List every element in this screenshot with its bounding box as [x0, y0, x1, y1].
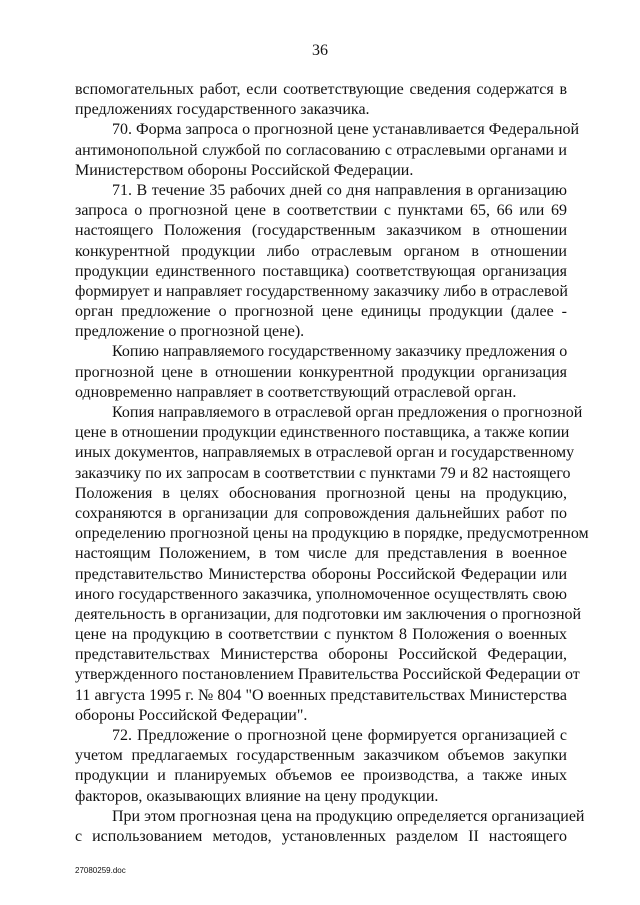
text-line: Копия направляемого в отраслевой орган предложения о прогнозной [112, 404, 583, 421]
text-line: цене на продукцию в соответствии с пунктом 8 Положения о военных [75, 626, 567, 644]
text-line: обороны Российской Федерации". [75, 706, 308, 724]
text-line: 11 августа 1995 г. № 804 "О военных представительствах Министерства [75, 686, 567, 704]
text-line: определению прогнозной цены на продукцию в порядке, предусмотренном [75, 525, 589, 543]
text-line: с использованием методов, установленных разделом II настоящего [75, 827, 567, 845]
paragraph [75, 726, 567, 807]
text-line: продукции и планируемых объемов ее производства, а также иных [75, 767, 567, 785]
text-line: конкурентной продукции либо отраслевым органом в отношении [75, 242, 567, 260]
text-line: При этом прогнозная цена на продукцию определяется организацией [112, 807, 585, 825]
document-body [75, 80, 589, 847]
text-line: 71. В течение 35 рабочих дней со дня направления в организацию [112, 181, 567, 199]
text-line: предложение о прогнозной цене). [75, 323, 305, 341]
paragraph [75, 807, 585, 847]
text-line: прогнозной цене в отношении конкурентной продукции организация [75, 363, 567, 381]
text-line: цене в отношении продукции единственного поставщика, а также копии [75, 424, 570, 442]
text-line: настоящим Положением, в том числе для представления в военное [75, 545, 567, 563]
text-line: настоящего Положения (государственным заказчиком в отношении [75, 222, 567, 240]
text-line: Положения в целях обоснования прогнозной цены на продукцию, [75, 484, 567, 502]
paragraph [75, 342, 567, 403]
page-number: 36 [312, 42, 328, 59]
paragraph [75, 80, 567, 120]
text-line: сохраняются в организации для сопровождения дальнейших работ по [75, 504, 567, 522]
paragraph [75, 403, 589, 726]
text-line: Копию направляемого государственному заказчику предложения о [112, 343, 568, 361]
text-line: вспомогательных работ, если соответствующие сведения содержатся в [75, 81, 567, 98]
text-line: 70. Форма запроса о прогнозной цене устанавливается Федеральной [112, 121, 580, 139]
text-line: 72. Предложение о прогнозной цене формируется организацией с [112, 727, 567, 744]
text-line: представительствах Министерства обороны Российской Федерации, [75, 646, 567, 664]
text-line: орган предложение о прогнозной цене единицы продукции (далее - [75, 303, 567, 321]
text-line: предложениях государственного заказчика. [75, 101, 370, 119]
text-line: утвержденного постановлением Правительства Российской Федерации от [75, 666, 580, 684]
text-line: заказчику по их запросам в соответствии с пунктами 79 и 82 настоящего [75, 464, 571, 482]
paragraph [75, 181, 567, 343]
text-line: антимонопольной службой по согласованию с отраслевыми органами и [75, 141, 567, 159]
text-line: представительство Министерства обороны Российской Федерации или [75, 565, 567, 583]
paragraph [75, 120, 580, 181]
text-line: одновременно направляет в соответствующий отраслевой орган. [75, 383, 517, 401]
text-line: иного государственного заказчика, уполномоченное осуществлять свою [75, 585, 567, 603]
text-line: учетом предлагаемых государственным заказчиком объемов закупки [75, 747, 567, 765]
text-line: запроса о прогнозной цене в соответствии с пунктами 65, 66 или 69 [75, 202, 567, 220]
text-line: иных документов, направляемых в отраслевой орган и государственному [75, 444, 575, 462]
footer-filename: 27080259.doc [75, 866, 126, 875]
text-line: деятельность в организации, для подготовки им заключения о прогнозной [75, 605, 582, 623]
text-line: Министерством обороны Российской Федерации. [75, 161, 414, 179]
text-line: факторов, оказывающих влияние на цену продукции. [75, 787, 439, 805]
text-line: формирует и направляет государственному заказчику либо в отраслевой [75, 282, 568, 300]
text-line: продукции единственного поставщика) соответствующая организация [75, 262, 567, 280]
